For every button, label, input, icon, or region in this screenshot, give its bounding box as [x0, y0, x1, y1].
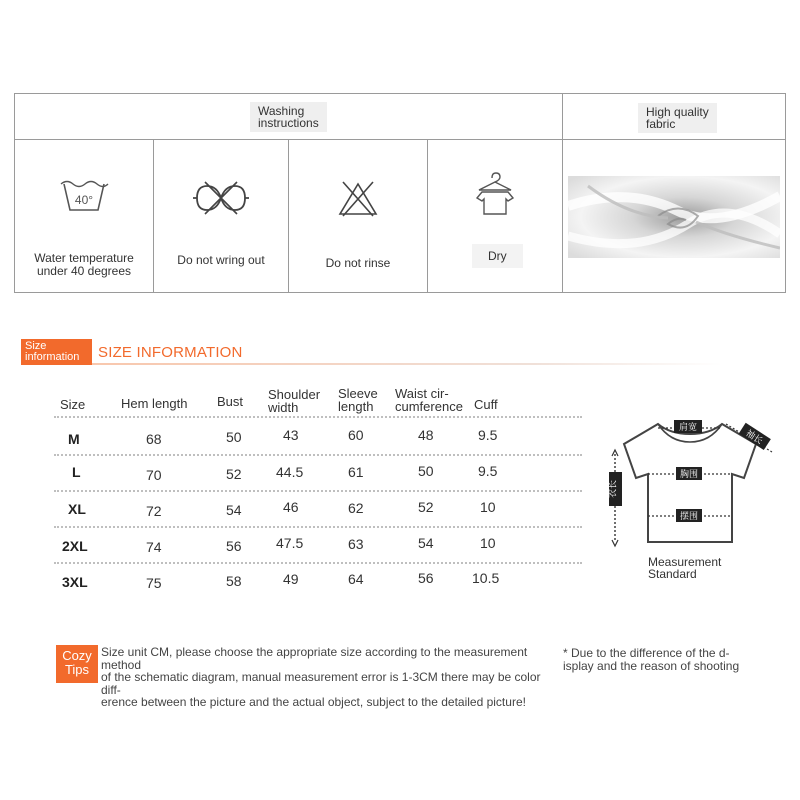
washing-instructions-label: Washing instructions — [250, 102, 327, 132]
care-cell-wash-temp — [15, 140, 154, 292]
svg-text:肩宽: 肩宽 — [678, 423, 698, 433]
fabric-quality-label: High quality fabric — [638, 103, 717, 133]
cozy-tips-badge: Cozy Tips — [56, 645, 98, 683]
table-row: L 70 52 44.5 61 50 9.5 — [54, 456, 582, 492]
size-information-badge: Size information — [21, 339, 92, 365]
column-header: Cuff — [474, 397, 498, 412]
size-cell: M — [68, 431, 80, 447]
table-row: 3XL 75 58 49 64 56 10.5 — [62, 570, 500, 591]
size-cell: 2XL — [62, 538, 88, 554]
table-row: 2XL 74 56 47.5 63 54 10 — [54, 528, 582, 564]
size-information-title: SIZE INFORMATION — [98, 344, 243, 361]
svg-text:胸围: 胸围 — [679, 470, 699, 480]
care-caption: Dry — [472, 244, 523, 268]
care-cell-wring — [154, 140, 289, 292]
size-table-header — [54, 380, 582, 418]
column-header: Waist cir- cumference — [395, 386, 463, 414]
care-caption: Water temperature under 40 degrees — [34, 251, 134, 278]
svg-text:衣长: 衣长 — [608, 479, 619, 499]
care-caption: Do not rinse — [325, 256, 391, 270]
column-header: Hem length — [121, 396, 188, 411]
title-divider — [92, 363, 722, 365]
measurement-standard-caption: Measurement Standard — [648, 555, 722, 581]
table-row: XL 72 54 46 62 52 10 — [54, 492, 582, 528]
washing-header-cell — [15, 94, 563, 140]
display-difference-note: * Due to the difference of the d- isplay and the reason of shooting — [563, 646, 740, 673]
wash-40-icon — [58, 178, 110, 214]
do-not-wring-icon — [191, 178, 251, 218]
size-cell: 3XL — [62, 574, 88, 590]
fabric-swirl-image — [568, 176, 780, 258]
care-instructions-table — [14, 93, 786, 293]
svg-text:40°: 40° — [74, 193, 94, 207]
column-header: Sleeve length — [338, 386, 378, 414]
svg-text:摆围: 摆围 — [679, 512, 699, 522]
column-header: Bust — [217, 394, 244, 409]
care-cell-rinse — [289, 140, 428, 292]
do-not-rinse-icon — [335, 178, 381, 218]
column-header: Shoulder width — [268, 387, 321, 415]
table-row: M 68 50 43 60 48 9.5 — [54, 420, 582, 456]
care-cell-dry — [428, 140, 563, 292]
size-cell: XL — [68, 501, 86, 517]
size-cell: L — [72, 464, 81, 480]
svg-text:袖长: 袖长 — [743, 428, 765, 447]
cozy-tips-text: Size unit CM, please choose the appropriate size according to the measurement method of the schematic diagram, manual measurement error is 1-3CM there may be color diff- erence between the picture and the actual object, subject to the detailed picture! — [101, 645, 541, 709]
fabric-header-cell — [563, 94, 785, 140]
fabric-cell — [563, 140, 785, 292]
hang-dry-icon — [473, 170, 517, 218]
column-header: Size — [60, 397, 86, 412]
care-caption: Do not wring out — [177, 253, 265, 267]
